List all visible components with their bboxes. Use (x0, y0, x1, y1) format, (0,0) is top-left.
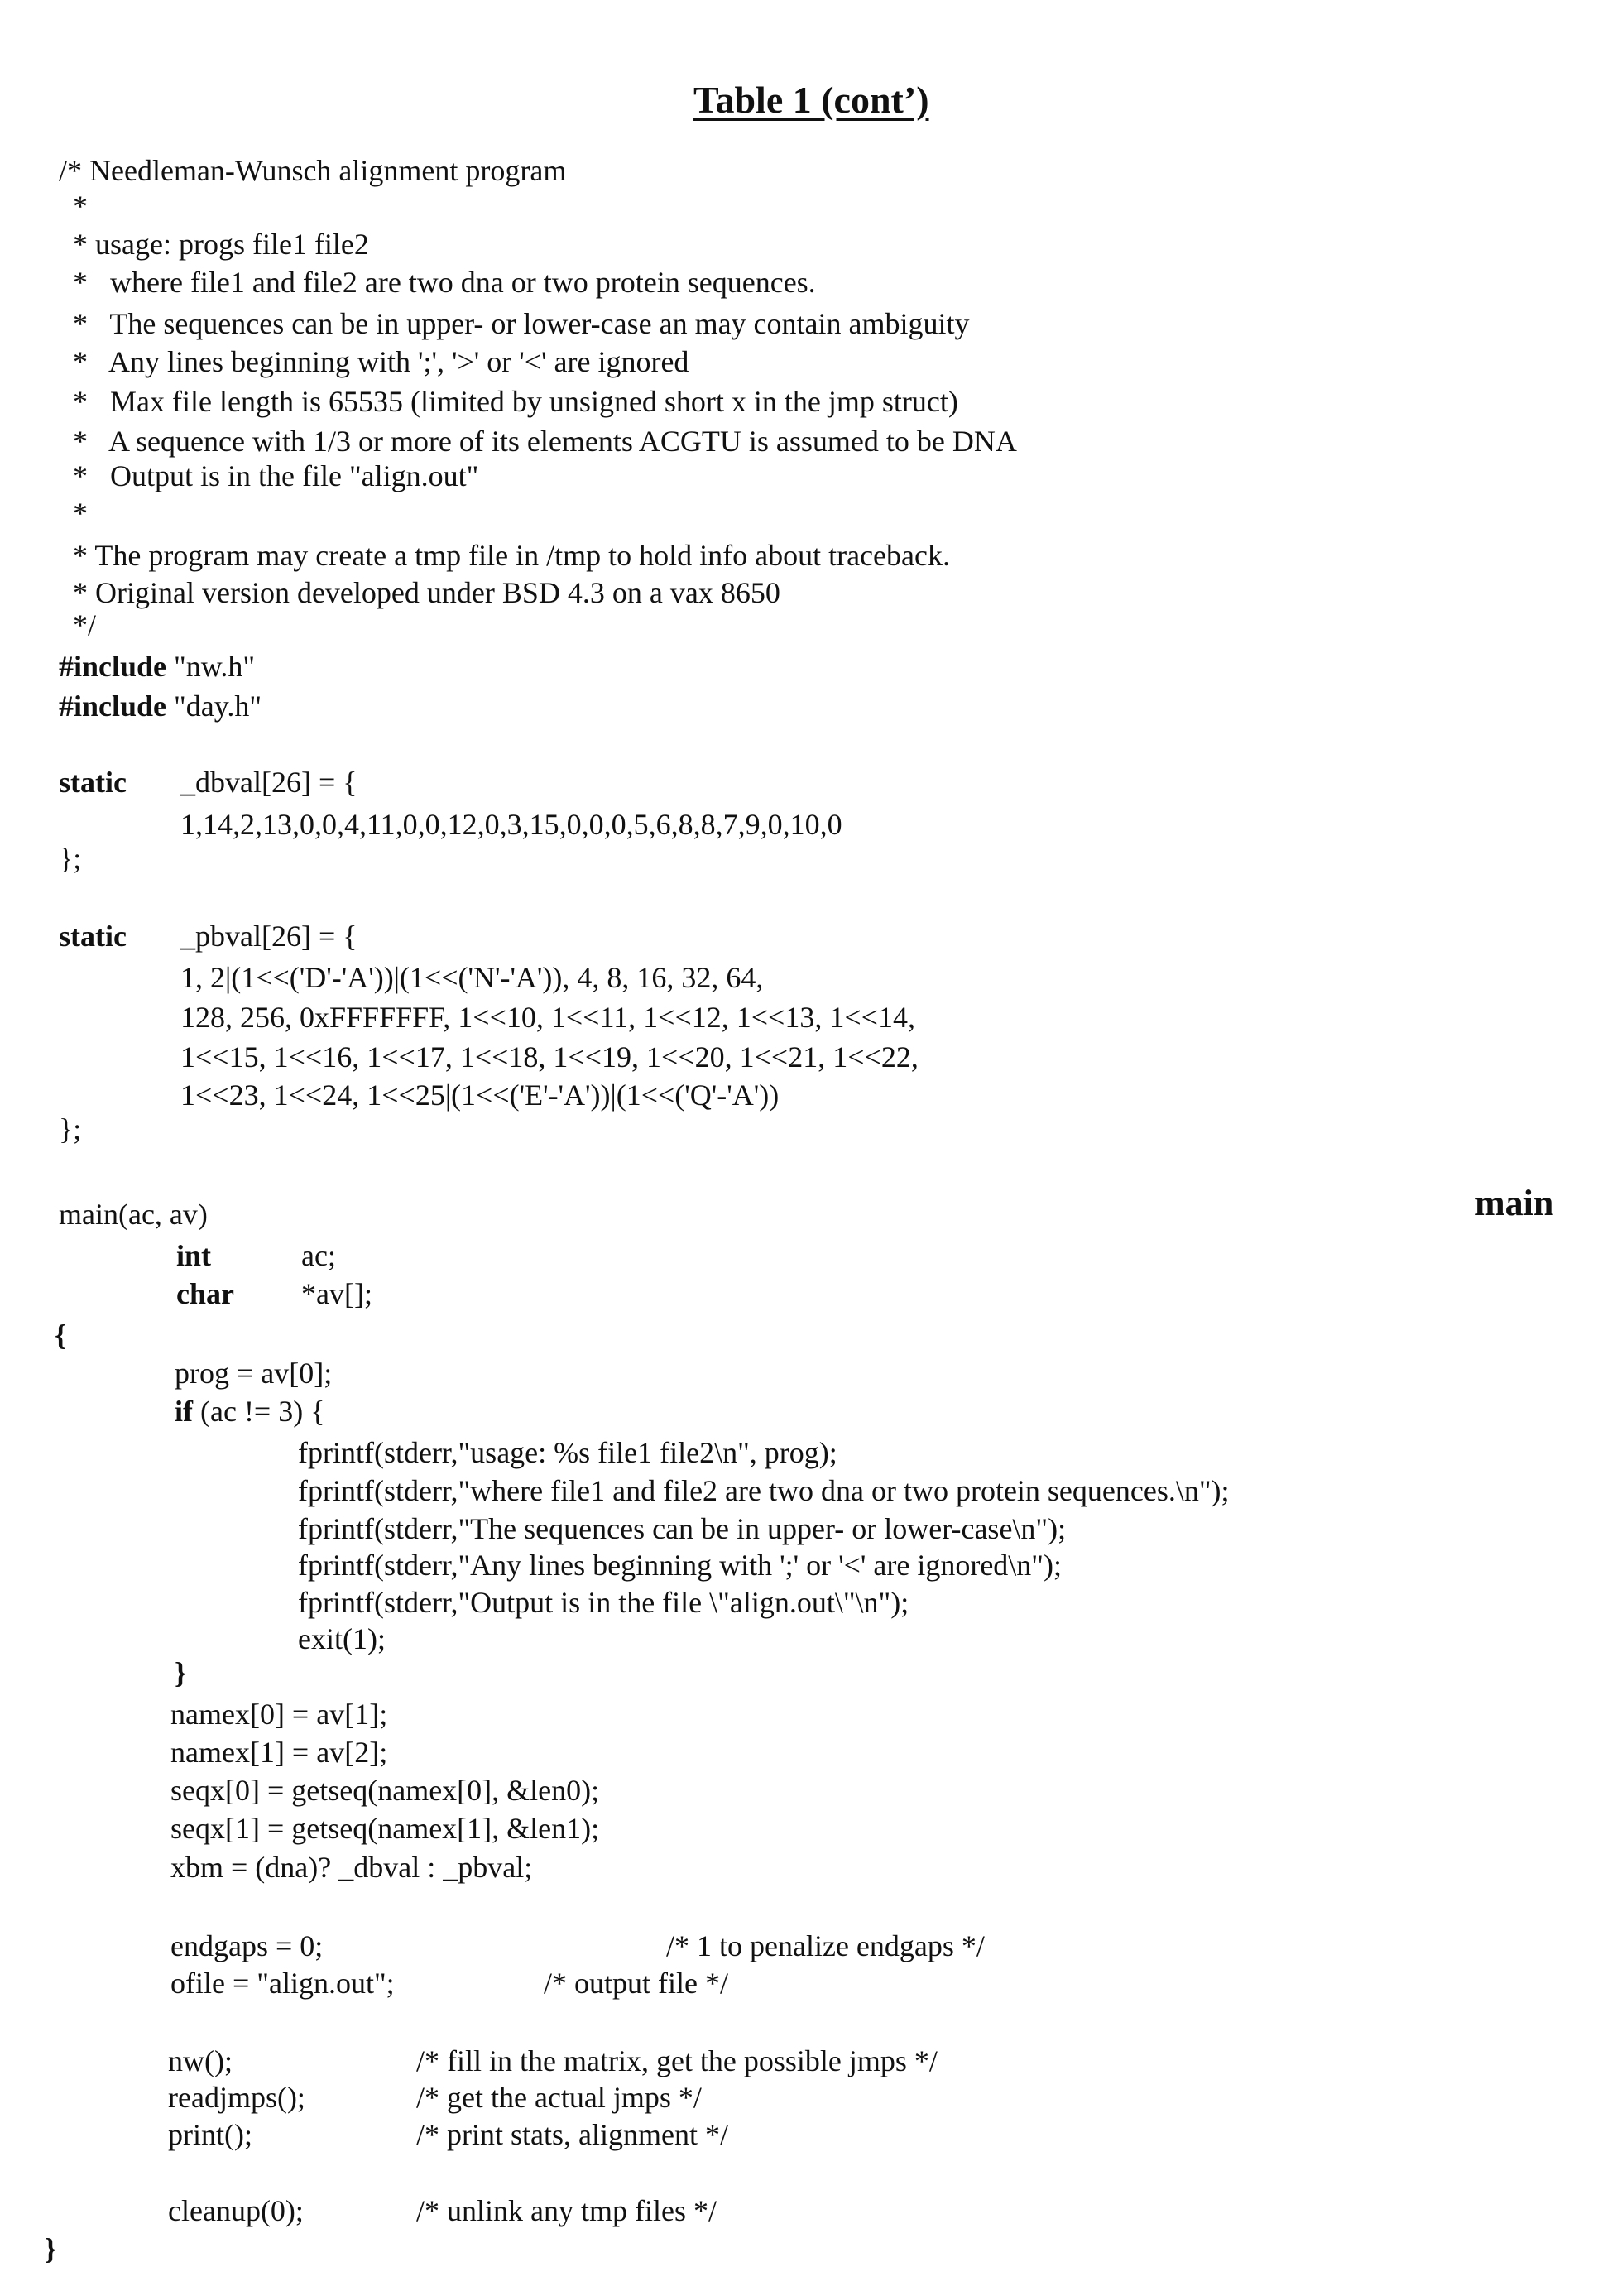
comment-line: * usage: progs file1 file2 (73, 227, 369, 262)
code-line: fprintf(stderr,"usage: %s file1 file2\n", prog); (298, 1435, 837, 1470)
static-keyword: static (59, 919, 127, 953)
brace-open: { (55, 1318, 66, 1352)
margin-label-main: main (1475, 1182, 1553, 1224)
code-line: endgaps = 0; (170, 1929, 323, 1963)
include-file: "nw.h" (174, 650, 255, 683)
include-file: "day.h" (174, 689, 262, 723)
code-comment: /* fill in the matrix, get the possible jmps */ (416, 2044, 938, 2078)
code-comment: /* 1 to penalize endgaps */ (666, 1929, 985, 1963)
comment-line: * Any lines beginning with ';', '>' or '<' are ignored (73, 344, 689, 379)
code-comment: /* output file */ (544, 1966, 728, 2001)
if-keyword: if (175, 1395, 193, 1428)
code-line: exit(1); (298, 1621, 386, 1656)
code-line: xbm = (dna)? _dbval : _pbval; (170, 1850, 532, 1885)
code-line: fprintf(stderr,"Any lines beginning with ';' or '<' are ignored\n"); (298, 1548, 1062, 1583)
code-line: namex[0] = av[1]; (170, 1697, 387, 1732)
comment-line: * (73, 189, 88, 223)
code-comment: /* print stats, alignment */ (416, 2117, 728, 2152)
pbval-values: 128, 256, 0xFFFFFFF, 1<<10, 1<<11, 1<<12, 1<<13, 1<<14, (180, 1000, 915, 1035)
dbval-decl: _dbval[26] = { (180, 765, 357, 800)
code-line: namex[1] = av[2]; (170, 1735, 387, 1770)
comment-line: * Max file length is 65535 (limited by unsigned short x in the jmp struct) (73, 384, 958, 419)
code-line: seqx[0] = getseq(namex[0], &len0); (170, 1773, 599, 1808)
code-line: print(); (168, 2117, 252, 2152)
static-keyword: static (59, 765, 127, 800)
dbval-close: }; (59, 841, 81, 876)
comment-line: * Original version developed under BSD 4.3 on a vax 8650 (73, 575, 780, 610)
comment-line: /* Needleman-Wunsch alignment program (59, 153, 566, 188)
code-line: ofile = "align.out"; (170, 1966, 395, 2001)
code-line: prog = av[0]; (175, 1356, 332, 1391)
brace-close: } (175, 1655, 186, 1690)
code-line: nw(); (168, 2044, 233, 2078)
code-line: fprintf(stderr,"The sequences can be in upper- or lower-case\n"); (298, 1511, 1066, 1546)
param-name: ac; (301, 1238, 336, 1273)
comment-line: * (73, 496, 88, 531)
pbval-values: 1<<15, 1<<16, 1<<17, 1<<18, 1<<19, 1<<20, 1<<21, 1<<22, (180, 1040, 919, 1074)
brace-close: } (45, 2231, 56, 2266)
param-name: *av[]; (301, 1276, 372, 1311)
pbval-values: 1, 2|(1<<('D'-'A'))|(1<<('N'-'A')), 4, 8, 16, 32, 64, (180, 960, 763, 995)
code-line: readjmps(); (168, 2080, 305, 2115)
pbval-close: }; (59, 1112, 81, 1146)
code-comment: /* unlink any tmp files */ (416, 2193, 717, 2228)
code-line: fprintf(stderr,"Output is in the file \"align.out\"\n"); (298, 1585, 909, 1620)
comment-line: * The sequences can be in upper- or lower-case an may contain ambiguity (73, 306, 970, 341)
comment-line: * where file1 and file2 are two dna or two protein sequences. (73, 265, 816, 300)
code-line: seqx[1] = getseq(namex[1], &len1); (170, 1811, 599, 1846)
comment-line: */ (73, 608, 96, 642)
include-keyword: #include (59, 689, 166, 723)
page-title: Table 1 (cont’) (693, 78, 929, 122)
param-type: int (176, 1238, 211, 1273)
include-line (59, 649, 255, 684)
code-line: fprintf(stderr,"where file1 and file2 are two dna or two protein sequences.\n"); (298, 1473, 1230, 1508)
if-line (175, 1394, 325, 1429)
pbval-decl: _pbval[26] = { (180, 919, 357, 953)
param-type: char (176, 1276, 234, 1311)
include-line (59, 689, 262, 723)
code-comment: /* get the actual jmps */ (416, 2080, 702, 2115)
main-signature: main(ac, av) (59, 1197, 208, 1232)
code-line: cleanup(0); (168, 2193, 304, 2228)
comment-line: * Output is in the file "align.out" (73, 459, 478, 493)
if-condition: (ac != 3) { (193, 1395, 325, 1428)
comment-line: * The program may create a tmp file in /tmp to hold info about traceback. (73, 538, 950, 573)
comment-line: * A sequence with 1/3 or more of its elements ACGTU is assumed to be DNA (73, 424, 1017, 459)
include-keyword: #include (59, 650, 166, 683)
dbval-values: 1,14,2,13,0,0,4,11,0,0,12,0,3,15,0,0,0,5,6,8,8,7,9,0,10,0 (180, 807, 842, 842)
pbval-values: 1<<23, 1<<24, 1<<25|(1<<('E'-'A'))|(1<<('Q'-'A')) (180, 1078, 779, 1112)
